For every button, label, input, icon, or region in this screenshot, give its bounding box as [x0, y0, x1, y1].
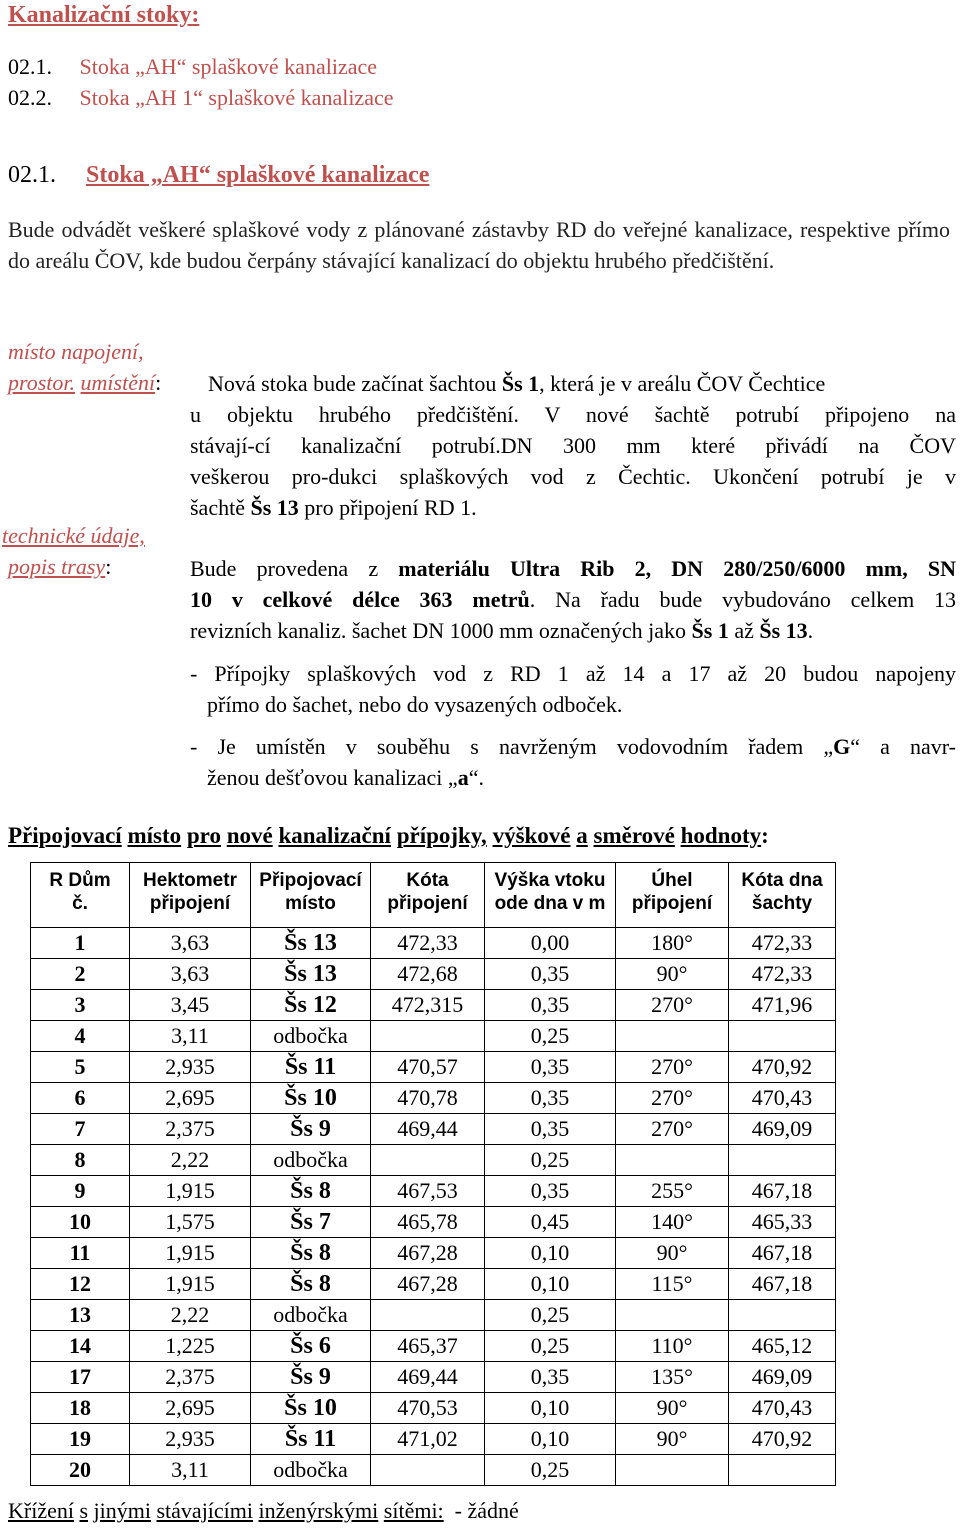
table-cell: 0,35 — [485, 1114, 616, 1145]
location-bold: Šs 1 — [501, 371, 540, 396]
tech-text: . Na řadu bude vybudováno celkem 13 — [529, 587, 956, 612]
table-row — [31, 1114, 836, 1145]
section-title: Kanalizační stoky: — [8, 2, 200, 28]
table-cell: 0,10 — [485, 1424, 616, 1455]
table-cell: 0,10 — [485, 1393, 616, 1424]
connection-table — [30, 862, 836, 1486]
table-cell: 270° — [616, 1052, 729, 1083]
tech-bold: materiálu Ultra Rib 2, DN 280/250/6000 mm, SN — [398, 556, 956, 581]
table-cell: 180° — [616, 928, 729, 959]
table-row — [31, 928, 836, 959]
table-row — [31, 1207, 836, 1238]
table-title — [8, 823, 769, 849]
footer-word: inženýrskými — [258, 1498, 379, 1523]
table-cell: 469,09 — [729, 1114, 836, 1145]
location-bold: Šs 13 — [250, 495, 299, 520]
table-cell: 469,44 — [371, 1362, 485, 1393]
table-cell: 470,43 — [729, 1393, 836, 1424]
table-cell: 2,375 — [130, 1362, 251, 1393]
table-cell: 1,915 — [130, 1269, 251, 1300]
table-title-word: kanalizační — [278, 823, 391, 848]
bullet-1-line-1: - Přípojky splaškových vod z RD 1 až 14 a 17 až 20 budou napojeny — [190, 661, 956, 686]
table-cell: 4 — [31, 1021, 130, 1052]
bullet-bold: a — [457, 765, 469, 790]
label-technicke-udaje: technické údaje, — [2, 523, 145, 548]
table-cell: 3,11 — [130, 1021, 251, 1052]
col-header-uhel: Úhel připojení — [616, 863, 729, 928]
table-cell: 0,25 — [485, 1145, 616, 1176]
label-prostor: prostor. — [8, 370, 76, 395]
col-header-rd: R Dům č. — [31, 863, 130, 928]
table-cell: 467,18 — [729, 1238, 836, 1269]
table-cell: 470,53 — [371, 1393, 485, 1424]
table-cell: 255° — [616, 1176, 729, 1207]
table-cell: 270° — [616, 1083, 729, 1114]
bullet-text: “. — [468, 765, 484, 790]
tech-line-3 — [190, 615, 956, 646]
table-row — [31, 1455, 836, 1486]
table-cell: 0,35 — [485, 1052, 616, 1083]
table-cell: Šs 8 — [251, 1238, 371, 1269]
tech-bold: 10 v celkové délce 363 metrů — [190, 587, 530, 612]
table-cell: 9 — [31, 1176, 130, 1207]
table-title-word: pro — [186, 823, 221, 848]
col-header-vyska: Výška vtoku ode dna v m — [485, 863, 616, 928]
table-cell: 1,575 — [130, 1207, 251, 1238]
table-cell: 115° — [616, 1269, 729, 1300]
table-cell: 2,375 — [130, 1114, 251, 1145]
location-line-5 — [190, 492, 956, 523]
label-prostor-umisteni — [8, 370, 161, 396]
table-cell: odbočka — [251, 1021, 371, 1052]
table-cell: 465,37 — [371, 1331, 485, 1362]
table-cell: Šs 7 — [251, 1207, 371, 1238]
table-cell — [729, 1455, 836, 1486]
table-cell — [371, 1300, 485, 1331]
table-cell — [371, 1145, 485, 1176]
table-cell: 0,35 — [485, 1362, 616, 1393]
table-cell: 0,45 — [485, 1207, 616, 1238]
table-cell: 470,92 — [729, 1424, 836, 1455]
table-cell: 465,78 — [371, 1207, 485, 1238]
label-colon: : — [155, 370, 162, 395]
bullet-1 — [190, 658, 956, 720]
bullet-text: “ a navr- — [850, 734, 956, 759]
table-body — [31, 928, 836, 1486]
location-text: Nová stoka bude začínat šachtou — [208, 371, 502, 396]
table-cell: 18 — [31, 1393, 130, 1424]
table-title-word: výškové — [492, 823, 571, 848]
table-cell: 2,935 — [130, 1052, 251, 1083]
table-cell — [371, 1455, 485, 1486]
table-cell: 3,45 — [130, 990, 251, 1021]
table-cell: odbočka — [251, 1145, 371, 1176]
table-row — [31, 1362, 836, 1393]
label-popis-trasy: popis trasy — [8, 554, 106, 579]
table-cell: Šs 11 — [251, 1052, 371, 1083]
table-cell: Šs 6 — [251, 1331, 371, 1362]
table-title-word: směrové — [593, 823, 675, 848]
table-row — [31, 1238, 836, 1269]
table-cell — [729, 1300, 836, 1331]
table-cell: 0,35 — [485, 1083, 616, 1114]
table-row — [31, 1331, 836, 1362]
tech-bold: Šs 13 — [759, 618, 808, 643]
table-row — [31, 1083, 836, 1114]
tech-paragraph — [190, 553, 956, 646]
table-cell — [616, 1455, 729, 1486]
table-cell: 3,11 — [130, 1455, 251, 1486]
table-cell: 471,02 — [371, 1424, 485, 1455]
table-cell: 470,92 — [729, 1052, 836, 1083]
table-cell: Šs 8 — [251, 1176, 371, 1207]
table-cell: 2,22 — [130, 1300, 251, 1331]
table-cell: 472,33 — [371, 928, 485, 959]
table-cell: 467,18 — [729, 1269, 836, 1300]
table-cell: 2,695 — [130, 1393, 251, 1424]
table-cell: 467,28 — [371, 1269, 485, 1300]
table-cell: 0,25 — [485, 1300, 616, 1331]
table-cell — [616, 1145, 729, 1176]
table-cell: 472,33 — [729, 928, 836, 959]
table-row — [31, 1145, 836, 1176]
table-cell: 1 — [31, 928, 130, 959]
footer-word: jinými — [93, 1498, 151, 1523]
location-text: pro připojení RD 1. — [298, 495, 477, 520]
table-row — [31, 959, 836, 990]
table-cell: Šs 13 — [251, 959, 371, 990]
table-title-word: Připojovací — [8, 823, 122, 848]
table-cell: 469,44 — [371, 1114, 485, 1145]
footer-word: sítěmi: — [383, 1498, 444, 1523]
table-cell: 0,35 — [485, 990, 616, 1021]
table-cell: 8 — [31, 1145, 130, 1176]
table-row — [31, 1393, 836, 1424]
table-row — [31, 1176, 836, 1207]
table-cell: 1,915 — [130, 1238, 251, 1269]
table-cell: 465,12 — [729, 1331, 836, 1362]
footer-value: - žádné — [454, 1498, 519, 1523]
table-cell: 2,935 — [130, 1424, 251, 1455]
table-cell: Šs 10 — [251, 1083, 371, 1114]
bullet-2-line-2 — [190, 762, 956, 793]
table-cell: 0,35 — [485, 1176, 616, 1207]
col-header-kota: Kóta připojení — [371, 863, 485, 928]
location-line-3: stávají-cí kanalizační potrubí.DN 300 mm které přivádí na ČOV — [190, 433, 956, 458]
table-cell: 19 — [31, 1424, 130, 1455]
location-text: , která je v areálu ČOV Čechtice — [539, 371, 826, 396]
toc-item-number: 02.2. — [8, 85, 52, 110]
table-cell: 467,18 — [729, 1176, 836, 1207]
table-cell — [371, 1021, 485, 1052]
table-cell: 469,09 — [729, 1362, 836, 1393]
location-line-4: veškerou pro-dukci splaškových vod z Čechtic. Ukončení potrubí je v — [190, 464, 956, 489]
table-row — [31, 1269, 836, 1300]
footer-word: s — [79, 1498, 89, 1523]
footer-word: stávajícími — [156, 1498, 254, 1523]
table-row — [31, 1021, 836, 1052]
table-cell — [616, 1300, 729, 1331]
table-cell: 465,33 — [729, 1207, 836, 1238]
table-cell: 20 — [31, 1455, 130, 1486]
subsection-title: Stoka „AH“ splaškové kanalizace — [86, 162, 430, 188]
table-cell: 3,63 — [130, 959, 251, 990]
table-cell: 270° — [616, 1114, 729, 1145]
table-title-word: přípojky, — [396, 823, 487, 848]
table-cell: odbočka — [251, 1455, 371, 1486]
bullet-text: - Je umístěn v souběhu s navrženým vodovodním řadem „ — [190, 734, 834, 759]
table-cell: 467,28 — [371, 1238, 485, 1269]
toc-item-number: 02.1. — [8, 54, 52, 79]
tech-text: až — [728, 618, 760, 643]
label-umisteni: umístění — [80, 370, 156, 395]
table-cell: 10 — [31, 1207, 130, 1238]
table-cell: 135° — [616, 1362, 729, 1393]
bullet-1-line-2: přímo do šachet, nebo do vysazených odboček. — [207, 692, 623, 717]
bullet-2-line-1 — [190, 731, 956, 762]
label-misto-napojeni: místo napojení, — [8, 339, 144, 364]
intro-paragraph: Bude odvádět veškeré splaškové vody z plánované zástavby RD do veřejné kanalizace, respektive přímo do areálu ČOV, kde budou čerpány stávající kanalizací do objektu hrubého předčištění. — [8, 217, 950, 273]
label-colon: : — [105, 554, 112, 579]
table-title-word: místo — [127, 823, 182, 848]
table-cell: 12 — [31, 1269, 130, 1300]
table-cell: 7 — [31, 1114, 130, 1145]
toc-item-label: Stoka „AH 1“ splaškové kanalizace — [79, 85, 394, 110]
table-cell: odbočka — [251, 1300, 371, 1331]
tech-line-1 — [190, 553, 956, 584]
table-cell: 2,695 — [130, 1083, 251, 1114]
table-cell — [729, 1145, 836, 1176]
table-cell: 17 — [31, 1362, 130, 1393]
table-cell: 11 — [31, 1238, 130, 1269]
toc-item-2[interactable] — [8, 85, 394, 111]
table-cell: 470,57 — [371, 1052, 485, 1083]
location-paragraph — [190, 399, 956, 523]
table-cell: 90° — [616, 1393, 729, 1424]
table-cell: Šs 9 — [251, 1362, 371, 1393]
location-text: šachtě — [190, 495, 251, 520]
table-row — [31, 1424, 836, 1455]
table-cell — [616, 1021, 729, 1052]
table-cell: 90° — [616, 1424, 729, 1455]
table-cell: Šs 10 — [251, 1393, 371, 1424]
crossings-note — [8, 1498, 519, 1524]
table-cell: 0,35 — [485, 959, 616, 990]
table-cell: 90° — [616, 1238, 729, 1269]
table-cell: 0,00 — [485, 928, 616, 959]
table-cell: 0,25 — [485, 1331, 616, 1362]
toc-item-label: Stoka „AH“ splaškové kanalizace — [79, 54, 377, 79]
table-cell: 472,68 — [371, 959, 485, 990]
table-cell: 14 — [31, 1331, 130, 1362]
table-cell: 3 — [31, 990, 130, 1021]
table-cell: 110° — [616, 1331, 729, 1362]
tech-text: Bude provedena z — [190, 556, 399, 581]
table-cell: 1,915 — [130, 1176, 251, 1207]
table-title-colon: : — [761, 823, 769, 848]
table-cell: 2 — [31, 959, 130, 990]
bullet-bold: G — [833, 734, 851, 759]
subsection-number: 02.1. — [8, 162, 56, 188]
table-cell: 0,10 — [485, 1269, 616, 1300]
col-header-misto: Připojovací místo — [251, 863, 371, 928]
table-cell: 467,53 — [371, 1176, 485, 1207]
table-cell: 0,25 — [485, 1455, 616, 1486]
label-popis-trasy-wrap — [8, 554, 111, 580]
location-line-2: u objektu hrubého předčištění. V nové šachtě potrubí připojeno na — [190, 402, 956, 427]
table-cell: 472,33 — [729, 959, 836, 990]
bullet-2 — [190, 731, 956, 793]
table-cell: 6 — [31, 1083, 130, 1114]
table-row — [31, 1300, 836, 1331]
table-cell: 5 — [31, 1052, 130, 1083]
table-cell: 270° — [616, 990, 729, 1021]
tech-text: . — [807, 618, 814, 643]
table-cell: Šs 13 — [251, 928, 371, 959]
col-header-hektometr: Hektometr připojení — [130, 863, 251, 928]
location-line-1 — [208, 368, 956, 399]
table-cell: 0,25 — [485, 1021, 616, 1052]
table-cell: 470,78 — [371, 1083, 485, 1114]
table-cell: Šs 12 — [251, 990, 371, 1021]
table-cell: 3,63 — [130, 928, 251, 959]
table-cell: Šs 11 — [251, 1424, 371, 1455]
table-cell: 1,225 — [130, 1331, 251, 1362]
table-cell: 470,43 — [729, 1083, 836, 1114]
footer-word: Křížení — [8, 1498, 74, 1523]
subsection-heading — [8, 162, 429, 189]
table-cell: 0,10 — [485, 1238, 616, 1269]
bullet-text: ženou dešťovou kanalizaci „ — [207, 765, 458, 790]
tech-line-2 — [190, 584, 956, 615]
table-title-word: a — [576, 823, 588, 848]
table-title-word: hodnoty — [680, 823, 762, 848]
table-cell: 471,96 — [729, 990, 836, 1021]
table-cell: 140° — [616, 1207, 729, 1238]
table-cell: 13 — [31, 1300, 130, 1331]
table-cell: 2,22 — [130, 1145, 251, 1176]
tech-text: revizních kanaliz. šachet DN 1000 mm označených jako — [190, 618, 692, 643]
table-row — [31, 990, 836, 1021]
table-cell: 472,315 — [371, 990, 485, 1021]
table-cell — [729, 1021, 836, 1052]
toc-item-1[interactable] — [8, 54, 377, 80]
table-row — [31, 1052, 836, 1083]
table-cell: Šs 9 — [251, 1114, 371, 1145]
col-header-kota-dna: Kóta dna šachty — [729, 863, 836, 928]
table-cell: Šs 8 — [251, 1269, 371, 1300]
table-header — [31, 863, 836, 928]
table-cell: 90° — [616, 959, 729, 990]
tech-bold: Šs 1 — [691, 618, 729, 643]
table-title-word: nové — [226, 823, 273, 848]
